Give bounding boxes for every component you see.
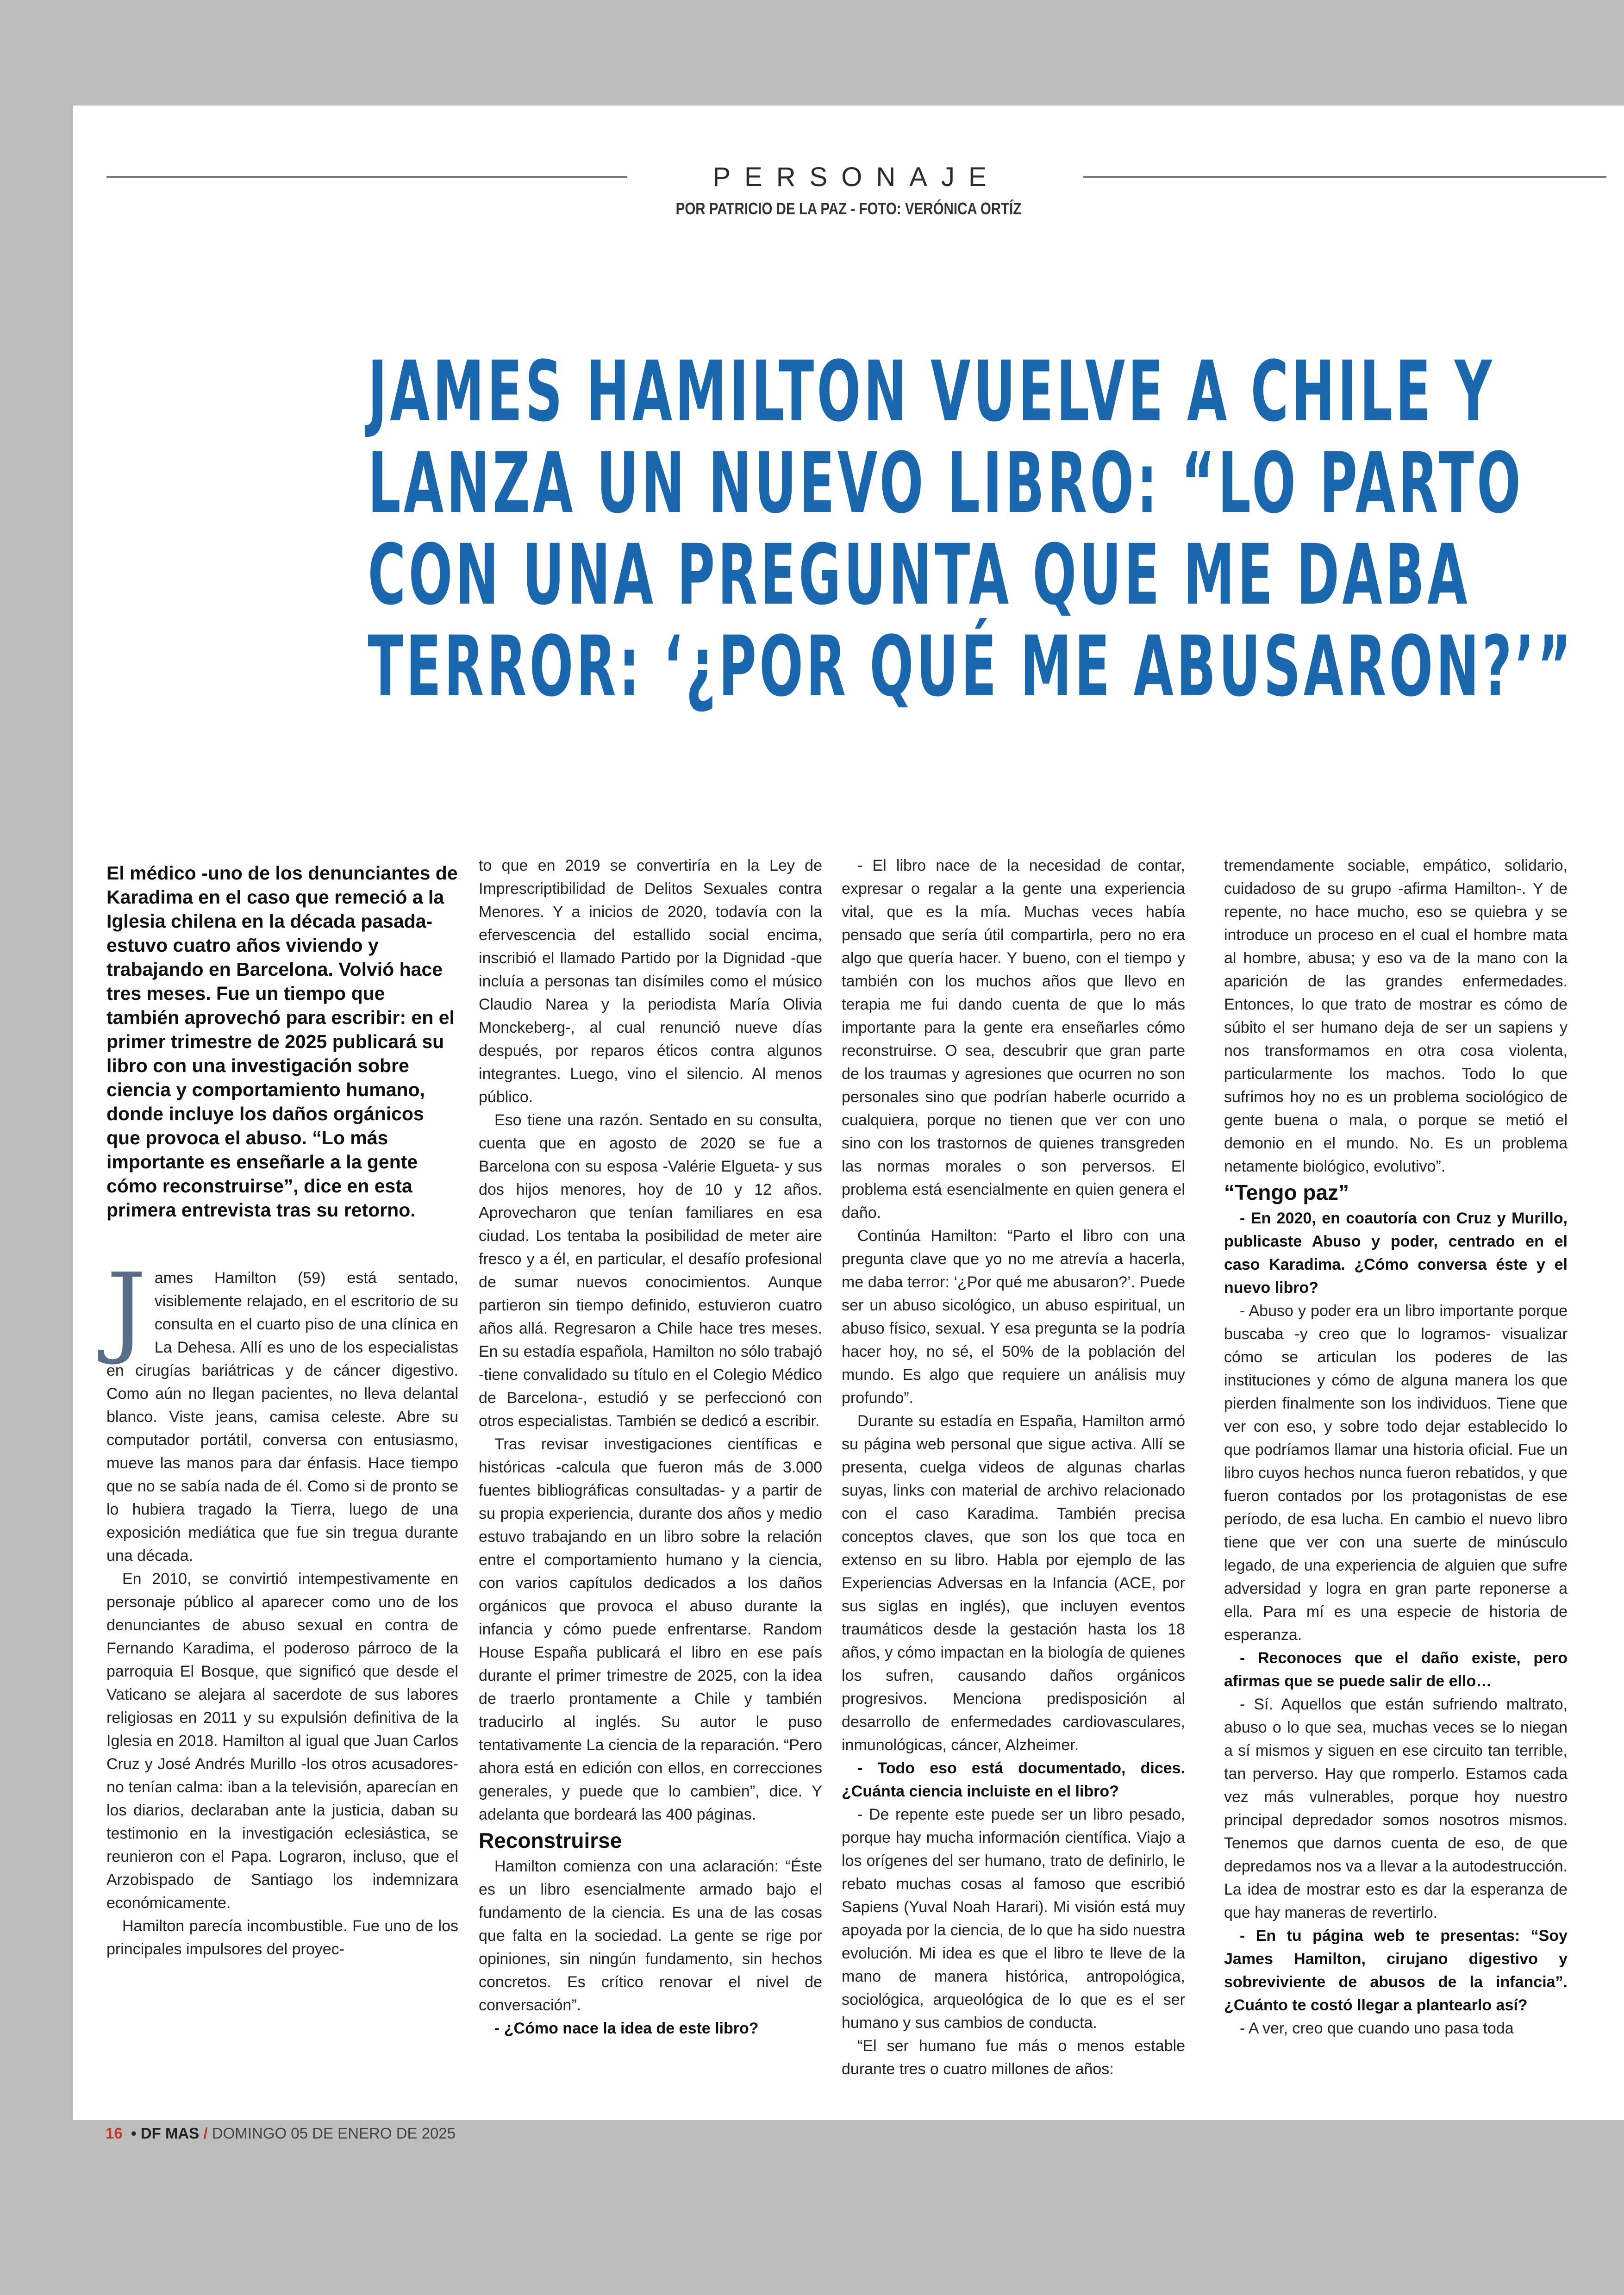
lead-paragraph: El médico -uno de los denunciantes de Karadima en el caso que remeció a la Iglesia chilena en la década pasada- estuvo cuatro años viviendo y trabajando en Barcelona. Volvió hace tres meses. Fue un tiempo que también aprovechó para escribir: en el primer trimestre de 2025 publicará su libro con una investigación sobre ciencia y comportamiento humano, donde incluye los daños orgánicos que provoca el abuso. “Lo más importante es enseñarle a la gente cómo reconstruirse”, dice en esta primera entrevista tras su retorno. xyxy=(106,862,458,1221)
headline-line: JAMES HAMILTON VUELVE A CHILE Y xyxy=(368,343,1495,440)
body-paragraph: Durante su estadía en España, Hamilton armó su página web personal que sigue activa. Allí se presenta, cuelga videos de algunas charlas suyas, links con material de archivo relacionado con el caso Karadima. También precisa conceptos claves, que son los que toca en extenso en su libro. Habla por ejemplo de las Experiencias Adversas en la Infancia (ACE, por sus siglas en inglés), que incluyen eventos traumáticos desde la gestación hasta los 18 años, y cómo impactan en la biología de quienes los sufren, causando daños orgánicos progresivos. Menciona predisposición al desarrollo de enfermedades cardiovasculares, inmunológicas, cáncer, Alzheimer. xyxy=(842,1412,1185,1754)
subheading-reconstruirse: Reconstruirse xyxy=(479,1828,622,1852)
headline xyxy=(73,343,1624,715)
body-paragraph: - De repente este puede ser un libro pesado, porque hay mucha información científica. Viajo a los orígenes del ser humano, trato de definirlo, le rebato muchas cosas al famoso que escribió Sapiens (Yuval Noah Harari). Mi visión está muy apoyada por la ciencia, de lo que ha sido nuestra evolución. Mi idea es que el libro te lleve de la mano de manera histórica, antropológica, sociológica, arqueológica de lo que es el ser humano y sus cambios de conducta. xyxy=(842,1806,1185,2032)
body-paragraph: “El ser humano fue más o menos estable durante tres o cuatro millones de años: xyxy=(842,2037,1185,2078)
body-paragraph: - Abuso y poder era un libro importante porque buscaba -y creo que lo logramos- visualizar cómo se articulan los poderes de las instituciones y cómo de alguna manera los que pierden finalmente son los individuos. Tiene que ver con eso, y sobre todo dejar establecido lo que podríamos llamar una historia oficial. Fue un libro cuyos hechos nunca fueron rebatidos, y que fueron contados por los protagonistas de ese período, de esa lucha. En cambio el nuevo libro tiene que ver con una suerte de minúsculo legado, de una experiencia de alguien que sufre adversidad y logra en gran parte reponerse a ella. Para mí es una especie de historia de esperanza. xyxy=(1224,1302,1568,1644)
page-footer xyxy=(106,2125,456,2142)
body-paragraph: Eso tiene una razón. Sentado en su consulta, cuenta que en agosto de 2020 se fue a Barcelona con su esposa -Valérie Elgueta- y sus dos hijos menores, hoy de 10 y 12 años. Aprovecharon que tenían familiares en esa ciudad. Los tentaba la posibilidad de meter aire fresco y a él, en particular, el desafío profesional de sumar nuevos conocimientos. Aunque partieron sin tiempo definido, estuvieron cuatro años allá. Regresaron a Chile hace tres meses. En su estadía española, Hamilton no sólo trabajó -tiene convalidado su título en el Colegio Médico de Barcelona-, estudió y se perfeccionó con otros especialistas. También se dedicó a escribir. xyxy=(479,1111,822,1430)
body-paragraph: - El libro nace de la necesidad de contar, expresar o regalar a la gente una experiencia vital, que es la mía. Muchas veces había pensado que sería útil compartirla, pero no era algo que quería hacer. Y bueno, con el tiempo y también con los muchos años que llevo en terapia me fui dando cuenta de que lo más importante para la gente era enseñarles cómo reconstruirse. O sea, descubrir que gran parte de los traumas y agresiones que ocurren no son personales sino que podrían haberle ocurrido a cualquiera, porque no tienen que ver con uno sino con los trastornos de quienes transgreden las normas morales o son perversos. El problema está esencialmente en quien genera el daño. xyxy=(842,857,1185,1222)
headline-line: LANZA UN NUEVO LIBRO: “LO PARTO xyxy=(368,435,1524,532)
body-paragraph: Hamilton parecía incombustible. Fue uno de los principales impulsores del proyec- xyxy=(106,1917,458,1958)
body-paragraph: - Sí. Aquellos que están sufriendo maltrato, abuso o lo que sea, muchas veces se lo niegan a sí mismos y siguen en ese circuito tan terrible, tan perverso. Hay que romperlo. Estamos cada vez más vulnerables, porque hoy nuestro principal depredador somos nosotros mismos. Tenemos que darnos cuenta de eso, de que depredamos nos va a llevar a la autodestrucción. La idea de mostrar esto es dar la esperanza de que hay maneras de revertirlo. xyxy=(1224,1696,1568,1921)
interview-question: - Todo eso está documentado, dices. ¿Cuánta ciencia incluiste en el libro? xyxy=(842,1759,1185,1800)
body-paragraph: Hamilton comienza con una aclaración: “Éste es un libro esencialmente armado bajo el fundamento de la ciencia. Es una de las cosas que falta en la sociedad. La gente se rige por opiniones, sin ningún fundamento, sin hechos concretos. Es crítico renovar el nivel de conversación”. xyxy=(479,1858,822,2014)
headline-line: CON UNA PREGUNTA QUE ME DABA xyxy=(368,527,1470,624)
issue-date: DOMINGO 05 DE ENERO DE 2025 xyxy=(212,2125,456,2142)
body-paragraph: En 2010, se convirtió intempestivamente en personaje público al aparecer como uno de los denunciantes de abuso sexual en contra de Fernando Karadima, el poderoso párroco de la parroquia El Bosque, que significó que desde el Vaticano se alejara al sacerdote de sus labores religiosas en 2011 y su expulsión definitiva de la Iglesia en 2018. Hamilton al igual que Juan Carlos Cruz y José Andrés Murillo -los otros acusadores- no tenían calma: iban a la televisión, aparecían en los diarios, declaraban ante la justicia, daban su testimonio en la investigación eclesiástica, se reunieron con el Papa. Lograron, incluso, que el Arzobispado de Santiago los indemnizara económicamente. xyxy=(106,1570,458,1912)
subheading-tengo-paz: “Tengo paz” xyxy=(1224,1180,1349,1204)
body-paragraph: Continúa Hamilton: “Parto el libro con una pregunta clave que yo no me atrevía a hacerla, me daba terror: ‘¿Por qué me abusaron?’. Puede ser un abuso sicológico, un abuso espiritual, un abuso físico, sexual. Y esa pregunta se la podría hacer hoy, no sé, el 50% de la población del mundo. Es algo que requiere un análisis muy profundo”. xyxy=(842,1227,1185,1407)
body-paragraph: to que en 2019 se convertiría en la Ley de Imprescriptibilidad de Delitos Sexuales contra Menores. Y a inicios de 2020, todavía con la efervescencia del estallido social encima, inscribió el llamado Partido por la Dignidad -que incluía a personas tan disímiles como el músico Claudio Narea y la periodista María Olivia Monckeberg-, al cual renunció nueve días después, por reparos éticos contra algunos integrantes. Luego, vino el silencio. Al menos público. xyxy=(479,857,822,1106)
column-2 xyxy=(479,854,822,2040)
drop-cap: J xyxy=(106,1252,146,1367)
body-paragraph: Tras revisar investigaciones científicas e históricas -calcula que fueron más de 3.000 fuentes bibliográficas consultadas- y a partir de su propia experiencia, durante dos años y medio estuvo trabajando en un libro sobre la relación entre el comportamiento humano y la ciencia, con varios capítulos dedicados a los daños orgánicos que provoca el abuso durante la infancia y cómo puede enfrentarse. Random House España publicará el libro en ese país durante el primer trimestre de 2025, con la idea de traerlo prontamente a Chile y también traducirlo al inglés. Su autor le puso tentativamente La ciencia de la reparación. “Pero ahora está en edición con ellos, en correcciones generales, y puede que lo cambien”, dice. Y adelanta que bordeará las 400 páginas. xyxy=(479,1435,822,1823)
section-label: PERSONAJE xyxy=(712,162,1000,192)
body-paragraph: tremendamente sociable, empático, solidario, cuidadoso de su grupo -afirma Hamilton-. Y de repente, no hace mucho, eso se quiebra y se introduce un proceso en el cual el hombre mata al hombre, abusa; y eso va de la mano con la aparición de las grandes enfermedades. Entonces, lo que trato de mostrar es cómo de súbito el ser humano deja de ser un sapiens y nos transformamos en otra cosa violenta, particularmente los machos. Todo lo que sufrimos hoy no es un problema sociológico de gente buena o mala, o porque se metió el demonio en el mundo. No. Es un problema netamente biológico, evolutivo”. xyxy=(1224,857,1568,1175)
body-paragraph: - A ver, creo que cuando uno pasa toda xyxy=(1240,2020,1514,2037)
column-1 xyxy=(106,861,458,1961)
column-4 xyxy=(1224,854,1568,2040)
magazine-page xyxy=(73,106,1624,2120)
interview-question: - En tu página web te presentas: “Soy James Hamilton, cirujano digestivo y sobreviviente de abusos de la infancia”. ¿Cuánto te costó llegar a plantearlo así? xyxy=(1224,1927,1568,2014)
byline: POR PATRICIO DE LA PAZ - FOTO: VERÓNICA ORTÍZ xyxy=(675,199,1022,218)
interview-question: - Reconoces que el daño existe, pero afirmas que se puede salir de ello… xyxy=(1224,1649,1568,1690)
body-paragraph: James Hamilton (59) está sentado, visiblemente relajado, en el escritorio de su consulta en el cuarto piso de una clínica en La Dehesa. Allí es uno de los especialistas en cirugías bariátricas y de cáncer digestivo. Como aún no llegan pacientes, no lleva delantal blanco. Viste jeans, camisa celeste. Abre su computador portátil, conversa con entusiasmo, mueve las manos para dar énfasis. Hace tiempo que no se sabía nada de él. Como si de pronto se lo hubiera tragado la Tierra, luego de una exposición mediática que fue sin tregua durante una década. xyxy=(106,1252,458,1565)
column-3 xyxy=(842,854,1185,2081)
headline-line: TERROR: ‘¿POR QUÉ ME ABUSARON?’” xyxy=(368,618,1574,715)
interview-question: - ¿Cómo nace la idea de este libro? xyxy=(494,2020,759,2037)
page-number: 16 xyxy=(106,2125,123,2142)
section-header xyxy=(106,152,1606,203)
publication-name: • DF MAS xyxy=(131,2125,200,2142)
interview-question: - En 2020, en coautoría con Cruz y Murillo, publicaste Abuso y poder, centrado en el caso Karadima. ¿Cómo conversa éste y el nuevo libro? xyxy=(1224,1210,1568,1297)
section-rule-right xyxy=(1083,176,1606,178)
footer-separator: / xyxy=(203,2125,208,2142)
